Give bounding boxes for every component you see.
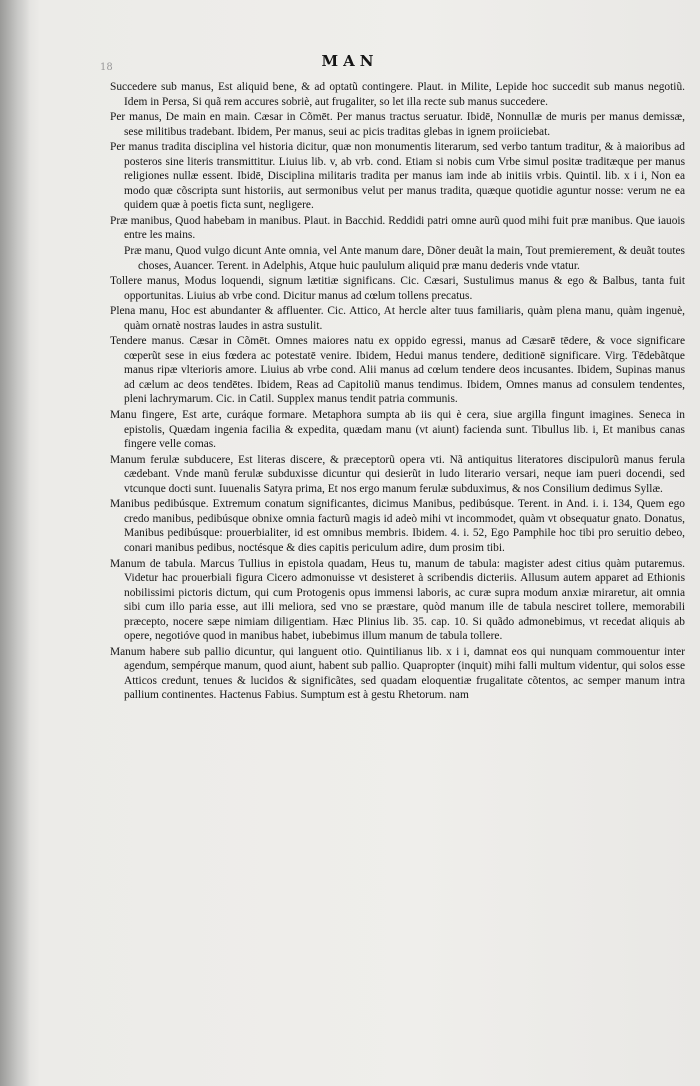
page-gutter-shadow [0,0,30,1086]
dictionary-entry: Succedere sub manus, Est aliquid bene, & ad optatũ contingere. Plaut. in Milite, Lepide hoc succedit sub manus negotiũ. Idem in Persa, Si quã rem accures sobriè, aut frugaliter, so let illa recte sub manus succedere. [110,81,685,108]
dictionary-entry: Tendere manus. Cæsar in Cõmēt. Omnes maiores natu ex oppido egressi, manus ad Cæsarē tēdere, & voce significare cœperũt sese in eius fœdera ac potestatē venire. Ibidem, Hedui manus tendere, deditionē significare. Virg. Tēdebãtque manus ripæ vlterioris amore. Liuius ab vrbe cond. Alii manus ad cœlum tendere deos incusantes. Ibidem, Supinas manus ad cælum ac deos tendētes. Ibidem, Reas ad Capitoliũ manus tendimus. Ibidem, Omnes manus ad consulem tendentes, pleni lachrymarum. Cic. in Catil. Supplex manus tendit patria communis. [110,335,685,406]
folio-number: 18 [100,62,113,73]
dictionary-entry: Manum ferulæ subducere, Est literas discere, & præceptorũ opera vti. Nã antiquitus literatores discipulorũ manus ferula cædebant. Vnde manũ ferulæ subduxisse dicuntur qui desierũt in ludo literario versari, neque iam pueri docendi, sed vtcunque docti sunt. Iuuenalis Satyra prima, Et nos ergo manum ferulæ subduximus, & nos Consilium dedimus Syllæ. [110,453,685,495]
dictionary-entry: Manu fingere, Est arte, curáque formare. Metaphora sumpta ab iis qui è cera, siue argilla fingunt imagines. Seneca in epistolis, Quædam ingenia facilia & expedita, quædam manu (vt aiunt) facienda sunt. Tibullus lib. i, Et manibus canas fingere velle comas. [110,409,685,451]
dictionary-entry: Præ manibus, Quod habebam in manibus. Plaut. in Bacchid. Reddidi patri omne aurũ quod mihi fuit præ manibus. Que iauois entre les mains. [110,214,685,242]
dictionary-text-block [110,80,685,704]
dictionary-entry: Manum habere sub pallio dicuntur, qui languent otio. Quintilianus lib. x i i, damnat eos qui nunquam commouentur inter agendum, sempérque manum, quod aiunt, habent sub pallio. Quapropter (inquit) mihi falli multum videntur, qui solos esse Atticos credunt, tenues & lucidos & significãtes, sed quadam eloquentiæ frugalitate cõtentos, ac semper manum intra pallium continentes. Hactenus Fabius. Sumptum est à gestu Rhetorum. nam [110,645,685,702]
dictionary-entry: Manum de tabula. Marcus Tullius in epistola quadam, Heus tu, manum de tabula: magister adest citius quàm putaremus. Videtur hac prouerbiali figura Cicero admonuisse vt desisteret à scribendis dicteriis. Allusum autem apparet ad Ethionis nobilissimi pictoris dictum, qui cum Protogenis opus immensi laboris, ac curæ supra modum anxiæ miraretur, ait omnia sibi cum illo paria esse, aut illi meliora, sed vno se præstare, quòd manum ille de tabula nesciret tollere, memorabili præcepto, nocere sæpe nimiam diligentiam. Hæc Plinius lib. 35. cap. 10. Si quãdo admonebimus, vt recedat aliquis ab opere, negotióve quod in manibus habet, iubebimus illum manum de tabula tollere. [110,557,685,643]
dictionary-entry: Præ manu, Quod vulgo dicunt Ante omnia, vel Ante manum dare, Dõner deuãt la main, Tout premierement, & deuãt toutes choses, Auancer. Terent. in Adelphis, Atque huic paululum aliquid præ manu dederis vnde vtatur. [124,245,685,272]
dictionary-entry: Per manus, De main en main. Cæsar in Cõmēt. Per manus tractus seruatur. Ibidē, Nonnullæ de muris per manus demissæ, sese militibus tradebant. Ibidem, Per manus, seui ac picis traditas glebas in ignem proiiciebat. [110,111,685,138]
dictionary-entry: Tollere manus, Modus loquendi, signum lætitiæ significans. Cic. Cæsari, Sustulimus manus & ego & Balbus, tanta fuit opportunitas. Liuius ab vrbe cond. Dicitur manus ad cœlum tollens precatus. [110,275,685,302]
running-head: MAN [321,52,379,70]
dictionary-entry: Manibus pedibúsque. Extremum conatum significantes, dicimus Manibus, pedibúsque. Terent. in And. i. i. 134, Quem ego credo manibus, pedibúsque obnixe omnia facturũ magis id adeò mihi vt incommodet, quàm vt obsequatur gnato. Donatus, Manibus pedibúsque: prouerbialiter, id est omnibus membris. Ibidem. 4. i. 52, Ego Pamphile hoc tibi pro seruitio debeo, conari manibus pedibus, noctésque & dies capitis periculum adire, dum prosim tibi. [110,498,685,554]
dictionary-entry: Per manus tradita disciplina vel historia dicitur, quæ non monumentis literarum, sed verbo tantum traditur, & à maioribus ad posteros sine literis transmittitur. Liuius lib. v, ab vrb. cond. Etiam si nobis cum Vrbe simul positæ traditæque per manus religiones nullæ essent. Ibidē, Disciplina militaris tradita per manus iam inde ab initiis vrbis. Quintil. lib. x i i, Non ea modo quæ cõscripta sunt historiis, aut sermonibus velut per manus tradita, quæque quotidie aguntur nosse: verum ne ea quidem quæ à poetis ficta sunt, negligere. [110,141,685,212]
dictionary-entry: Plena manu, Hoc est abundanter & affluenter. Cic. Attico, At hercle alter tuus familiaris, quàm plena manu, quàm ingenuè, quàm ornatè nostras laudes in astra sustulit. [110,305,685,332]
